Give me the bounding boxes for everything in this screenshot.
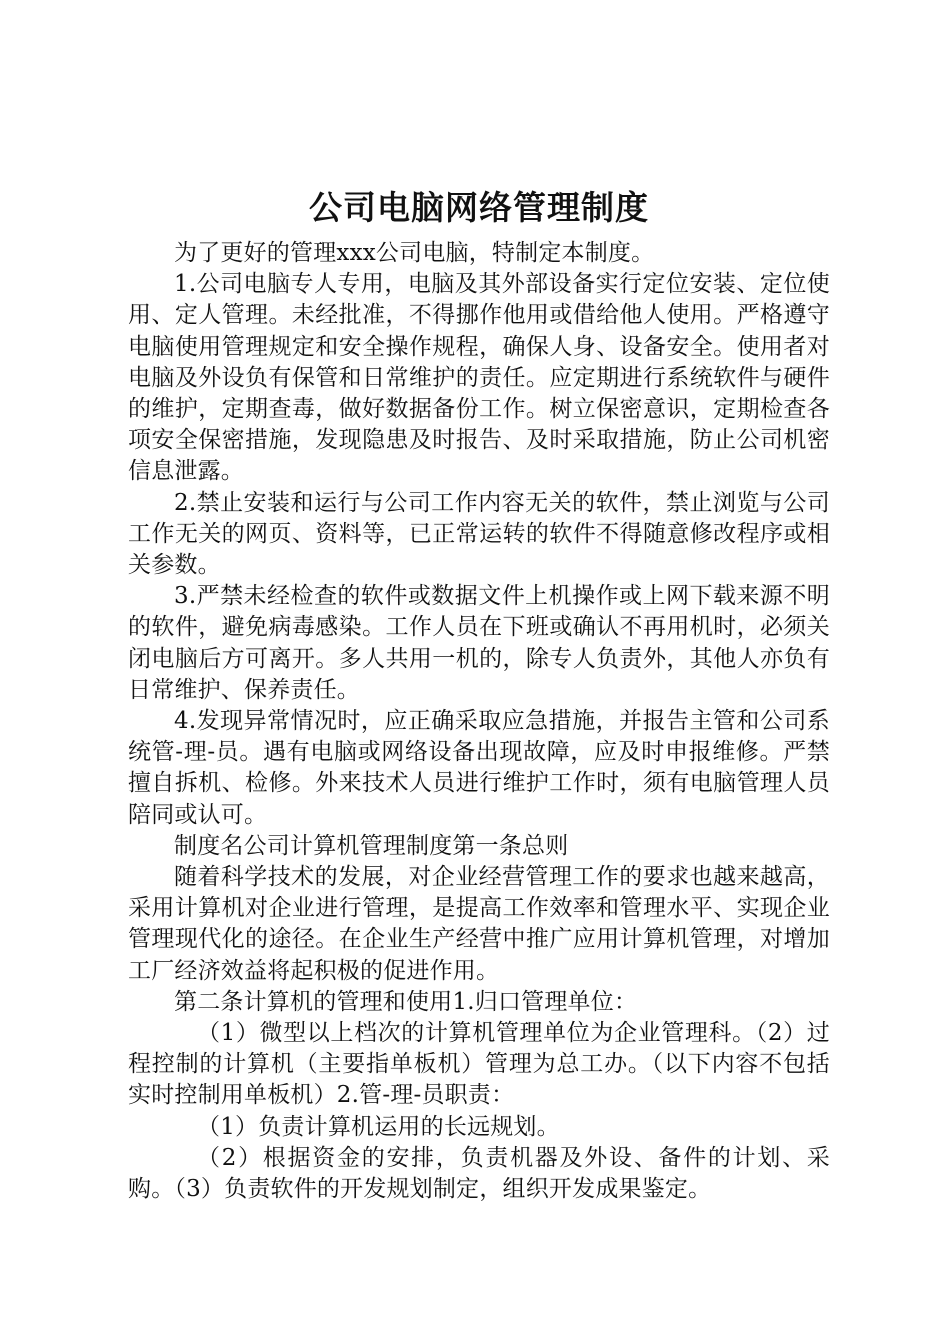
rule-1-paragraph: 1.公司电脑专人专用，电脑及其外部设备实行定位安装、定位使用、定人管理。未经批准，不得挪作他用或借给他人使用。严格遵守电脑使用管理规定和安全操作规程，确保人身、设备安全。使用者对电脑及外设负有保管和日常维护的责任。应定期进行系统软件与硬件的维护，定期查毒，做好数据备份工作。树立保密意识，定期检查各项安全保密措施，发现隐患及时报告、及时采取措施，防止公司机密信息泄露。: [128, 271, 830, 485]
intro-paragraph: 为了更好的管理xxx公司电脑，特制定本制度。: [174, 240, 655, 266]
document-title: 公司电脑网络管理制度: [309, 188, 649, 227]
rule-4-paragraph: 4.发现异常情况时，应正确采取应急措施，并报告主管和公司系统管-理-员。遇有电脑或网络设备出现故障，应及时申报维修。严禁擅自拆机、检修。外来技术人员进行维护工作时，须有电脑管理人员陪同或认可。: [128, 708, 830, 828]
management-units-paragraph: （1）微型以上档次的计算机管理单位为企业管理科。（2）过程控制的计算机（主要指单板机）管理为总工办。（以下内容不包括实时控制用单板机）2.管-理-员职责：: [128, 1020, 830, 1109]
duty-2-paragraph: （2）根据资金的安排，负责机器及外设、备件的计划、采购。（3）负责软件的开发规划制定，组织开发成果鉴定。: [128, 1144, 830, 1203]
rule-3-paragraph: 3.严禁未经检查的软件或数据文件上机操作或上网下载来源不明的软件，避免病毒感染。工作人员在下班或确认不再用机时，必须关闭电脑后方可离开。多人共用一机的，除专人负责外，其他人亦负有日常维护、保养责任。: [128, 583, 830, 703]
rule-2-paragraph: 2.禁止安装和运行与公司工作内容无关的软件，禁止浏览与公司工作无关的网页、资料等，已正常运转的软件不得随意修改程序或相关参数。: [128, 489, 830, 579]
article-2-heading: 第二条计算机的管理和使用1.归口管理单位：: [174, 988, 638, 1015]
document-page: [128, 180, 830, 1205]
section-heading-general: 制度名公司计算机管理制度第一条总则: [174, 832, 569, 859]
general-paragraph: 随着科学技术的发展，对企业经营管理工作的要求也越来越高，采用计算机对企业进行管理，是提高工作效率和管理水平、实现企业管理现代化的途径。在企业生产经营中推广应用计算机管理，对增加工厂经济效益将起积极的促进作用。: [128, 864, 830, 984]
duty-1-paragraph: （1）负责计算机运用的长远规划。: [197, 1113, 560, 1140]
